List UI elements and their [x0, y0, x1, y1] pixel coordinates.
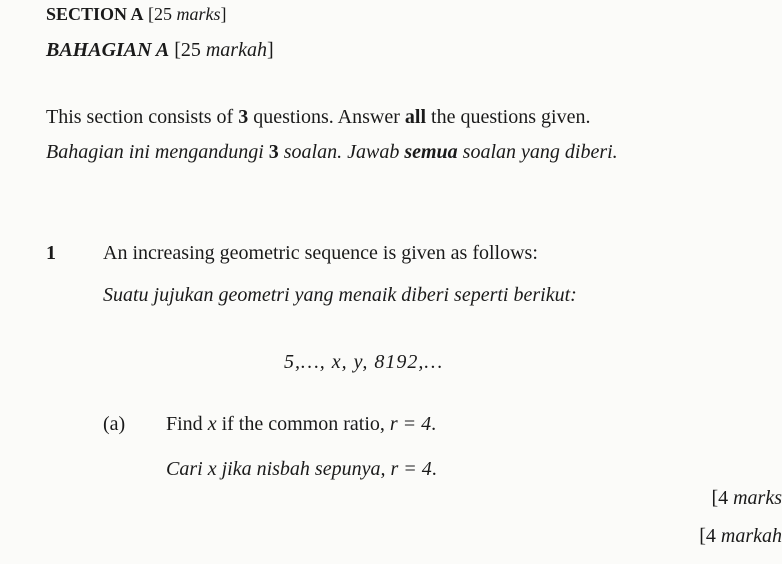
instructions-en-all: all: [404, 106, 427, 128]
geometric-sequence: 5,…, x, y, 8192,…: [284, 351, 444, 373]
instructions-ms-part3: soalan yang diberi.: [457, 141, 618, 163]
part-a-question-en: [166, 414, 436, 434]
part-a-ms-ratio: r = 4: [390, 458, 432, 480]
section-title-en: SECTION A: [46, 4, 144, 24]
section-marks-word-ms: markah: [205, 39, 267, 61]
section-marks-open-en: [25: [143, 4, 177, 24]
part-a-ms-var: x: [207, 458, 217, 480]
section-header-ms: [46, 40, 274, 60]
part-a-marks-en-text: [4 marks: [711, 487, 782, 509]
instructions-en-part1: This section consists of: [46, 106, 239, 128]
instructions-ms-count: 3: [268, 141, 279, 163]
part-a-ms-before: Cari: [166, 458, 208, 480]
section-title-ms: BAHAGIAN A: [46, 39, 170, 61]
instructions-en-part3: the questions given.: [426, 106, 591, 128]
part-a-marks-en: [711, 488, 782, 508]
part-a-en-after: if the common ratio,: [216, 413, 390, 435]
section-marks-open-ms: [25: [169, 39, 206, 61]
section-marks-word-en: marks: [176, 4, 221, 24]
section-marks-close-en: ]: [220, 4, 227, 24]
instructions-en: [46, 107, 590, 127]
part-a-marks-ms-text: [4 markah: [699, 525, 782, 547]
instructions-en-part2: questions. Answer: [248, 106, 405, 128]
part-a-marks-ms: [699, 526, 782, 546]
section-marks-close-ms: ]: [266, 39, 274, 61]
part-a-label: (a): [103, 413, 126, 435]
part-a-en-var: x: [207, 413, 217, 435]
question-stem-ms: Suatu jujukan geometri yang menaik diberi seperti berikut:: [103, 284, 577, 306]
part-a-question-ms: [166, 459, 437, 479]
part-a-en-before: Find: [166, 413, 208, 435]
instructions-ms-part2: soalan. Jawab: [278, 141, 405, 163]
instructions-ms: [46, 142, 618, 162]
instructions-ms-part1: Bahagian ini mengandungi: [46, 141, 269, 163]
part-a-ms-end: .: [431, 458, 437, 480]
part-a-en-end: .: [431, 413, 437, 435]
instructions-ms-all: semua: [404, 141, 458, 163]
question-stem-en: An increasing geometric sequence is given as follows:: [103, 242, 538, 264]
part-a-ms-after: jika nisbah sepunya,: [216, 458, 391, 480]
part-a-en-ratio: r = 4: [389, 413, 432, 435]
instructions-en-count: 3: [238, 106, 249, 128]
section-header-en: [46, 5, 227, 23]
question-number: 1: [46, 242, 56, 264]
